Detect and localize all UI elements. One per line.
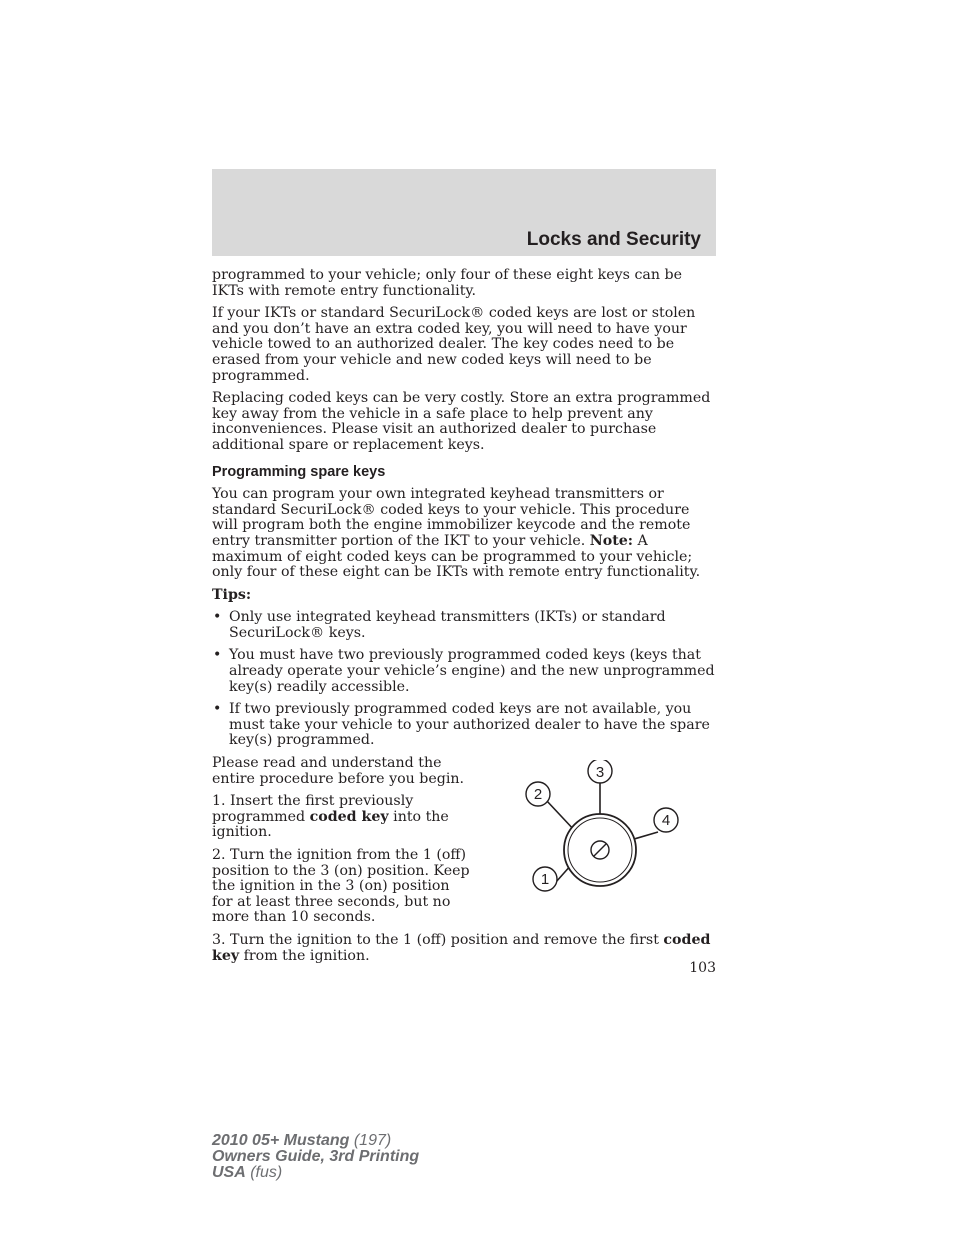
step-3 bbox=[212, 933, 716, 964]
paragraph-replacing-keys: Replacing coded keys can be very costly. Store an extra programmed key away from the vehicle in a safe place to help prevent any inconveniences. Please visit an authorized dealer to purchase additional spare or replacement keys. bbox=[212, 390, 711, 453]
footer-line-2 bbox=[212, 1149, 419, 1165]
footer-line-1 bbox=[212, 1133, 419, 1149]
list-item bbox=[212, 610, 716, 641]
position-2-marker bbox=[526, 782, 550, 806]
tip-text: You must have two previously programmed coded keys (keys that already operate your vehicle’s engine) and the new unprogrammed key(s) readily accessible. bbox=[229, 647, 715, 695]
position-1-label: 1 bbox=[540, 871, 550, 889]
position-3-marker bbox=[588, 760, 612, 783]
tips-label bbox=[212, 588, 716, 604]
steps-column bbox=[212, 756, 474, 926]
list-item bbox=[212, 702, 716, 749]
step-1-text-a: 1. Insert the first previously programmed bbox=[212, 793, 414, 825]
paragraph-lost-keys: If your IKTs or standard SecuriLock® coded keys are lost or stolen and you don’t have an extra coded key, you will need to have your vehicle towed to an authorized dealer. The key codes need to be erased from your vehicle and new coded keys will need to be programmed. bbox=[212, 305, 696, 384]
paragraph-programming-intro bbox=[212, 487, 716, 581]
page-content bbox=[212, 268, 716, 971]
footer-market-code: (fus) bbox=[245, 1164, 283, 1181]
step-1 bbox=[212, 794, 474, 841]
subheading-programming: Programming spare keys bbox=[212, 463, 386, 480]
footer-imprint bbox=[212, 1133, 419, 1181]
footer-model-code: (197) bbox=[349, 1132, 392, 1149]
intro-text-b: A maximum of eight coded keys can be programmed to your vehicle; only four of these eight can be IKTs with remote entry functionality. bbox=[212, 532, 701, 581]
tip-text: Only use integrated keyhead transmitters (IKTs) or standard SecuriLock® keys. bbox=[229, 609, 666, 641]
steps-with-diagram bbox=[212, 756, 716, 926]
position-1-marker bbox=[533, 867, 557, 891]
step-3-text-b: from the ignition. bbox=[239, 947, 370, 964]
section-header-bar bbox=[212, 169, 716, 256]
footer-printing: Owners Guide, 3rd Printing bbox=[212, 1148, 420, 1165]
position-2-label: 2 bbox=[533, 786, 543, 804]
footer-line-3 bbox=[212, 1165, 419, 1181]
ignition-positions-diagram bbox=[518, 760, 688, 920]
step-3-bold: coded key bbox=[212, 931, 711, 964]
footer-market: USA bbox=[212, 1164, 246, 1181]
tips-list bbox=[212, 610, 716, 749]
position-4-marker bbox=[654, 808, 678, 832]
page-number: 103 bbox=[689, 960, 716, 976]
position-4-label: 4 bbox=[661, 812, 671, 830]
bullet-icon: • bbox=[213, 609, 222, 626]
tip-text: If two previously programmed coded keys are not available, you must take your vehicle to your authorized dealer to have the spare key(s) programmed. bbox=[229, 701, 710, 749]
paragraph-continued: programmed to your vehicle; only four of these eight keys can be IKTs with remote entry functionality. bbox=[212, 267, 682, 299]
bullet-icon: • bbox=[213, 647, 222, 664]
position-3-label: 3 bbox=[595, 764, 605, 782]
intro-text-a: You can program your own integrated keyhead transmitters or standard SecuriLock® coded keys to your vehicle. This procedure will program both the engine immobilizer keycode and the remote entry transmitter portion of the IKT to your vehicle. bbox=[212, 486, 691, 549]
step-1-text-b: into the ignition. bbox=[212, 808, 449, 841]
ignition-cylinder bbox=[564, 814, 636, 886]
step-2: 2. Turn the ignition from the 1 (off) position to the 3 (on) position. Keep the ignition in the 3 (on) position for at least three seconds, but no more than 10 seconds. bbox=[212, 847, 470, 926]
tips-label-text: Tips: bbox=[212, 586, 252, 603]
footer-model: 2010 05+ Mustang bbox=[212, 1132, 350, 1149]
paragraph-read-first: Please read and understand the entire procedure before you begin. bbox=[212, 755, 465, 787]
note-label: Note: bbox=[589, 532, 634, 549]
step-1-bold: coded key bbox=[309, 808, 389, 825]
step-3-text-a: 3. Turn the ignition to the 1 (off) position and remove the first bbox=[212, 931, 664, 948]
list-item bbox=[212, 648, 716, 695]
bullet-icon: • bbox=[213, 701, 222, 718]
section-title: Locks and Security bbox=[526, 229, 701, 250]
